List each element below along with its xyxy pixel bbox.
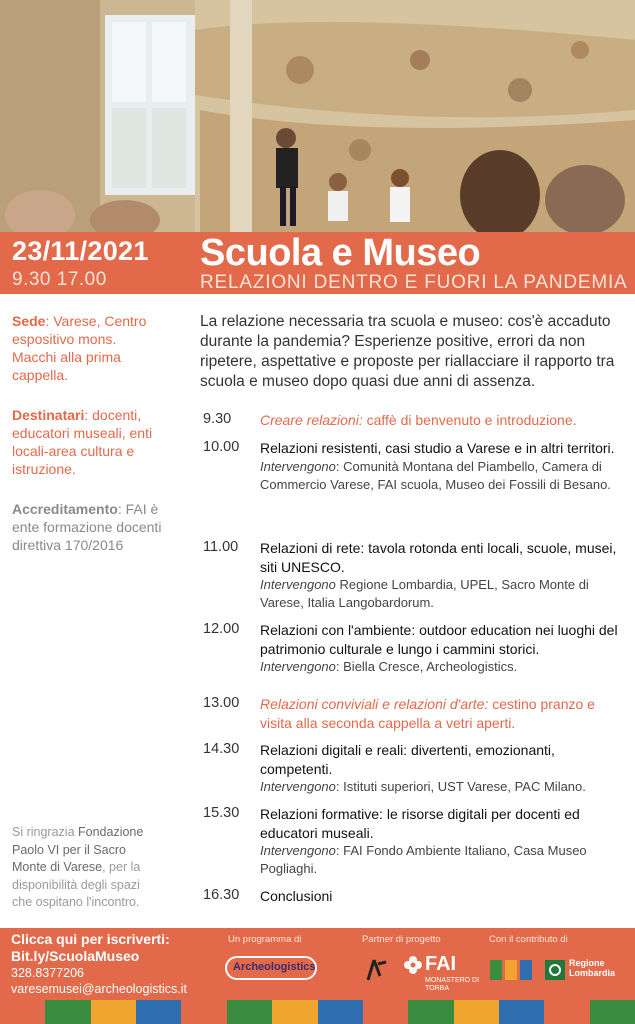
program-title: Relazioni digitali e reali: divertenti, emozionanti, competenti. <box>260 742 555 777</box>
sede-label: Sede <box>12 313 46 329</box>
hero-photo <box>0 0 635 232</box>
program-title-em: Relazioni conviviali e relazioni d'arte: <box>260 696 489 712</box>
program-time: 13.00 <box>203 695 240 711</box>
program-time: 11.00 <box>203 539 239 555</box>
intro-paragraph: La relazione necessaria tra scuola e museo: cos'è accaduto durante la pandemia? Esperienze positive, errori da non ripetere, aspettative e proposte per riallacciare il rapporto tra scuola e museo dopo quasi due anni di assenza. <box>200 313 615 390</box>
program-time: 14.30 <box>203 741 240 757</box>
event-date: 23/11/2021 <box>12 236 149 266</box>
contact-phone[interactable]: 328.8377206 <box>11 966 84 980</box>
program-item <box>200 741 620 796</box>
program-title: Relazioni formative: le risorse digitali per docenti ed educatori museali. <box>260 806 580 841</box>
program-item <box>200 621 620 676</box>
program-speakers <box>260 778 620 796</box>
program-speakers <box>260 842 620 878</box>
sede-info <box>12 312 162 384</box>
programma-label: Un programma di <box>228 934 302 945</box>
speakers-label: Intervengono <box>260 659 336 674</box>
color-stripe <box>544 1000 589 1024</box>
color-stripe <box>0 1000 45 1024</box>
regione-lombardia-logo <box>545 958 616 985</box>
accreditamento-info <box>12 500 162 554</box>
footer-bar <box>0 928 635 1000</box>
color-stripe <box>363 1000 408 1024</box>
program-item <box>200 539 620 612</box>
program-title-em: Creare relazioni: <box>260 412 363 428</box>
program-speakers <box>260 458 620 494</box>
fondazione-logo-icon <box>362 956 390 984</box>
speakers-text: : Comunità Montana del Piambello, Camera di Commercio Varese, FAI scuola, Museo dei Fossili di Besano. <box>260 458 611 492</box>
color-stripe <box>408 1000 453 1024</box>
program-title: cestino pranzo e visita alla seconda cappella a vetri aperti. <box>260 696 595 731</box>
color-stripes <box>0 1000 635 1024</box>
event-subtitle: RELAZIONI DENTRO E FUORI LA PANDEMIA <box>200 272 628 293</box>
color-stripe <box>227 1000 272 1024</box>
program-desc <box>260 439 620 494</box>
color-stripe <box>45 1000 90 1024</box>
fai-flower-icon <box>403 955 423 975</box>
program-speakers <box>260 658 620 676</box>
fai-text: FAI <box>425 953 457 975</box>
destinatari-info <box>12 406 162 478</box>
color-stripe <box>318 1000 363 1024</box>
program-title: Relazioni di rete: tavola rotonda enti locali, scuole, musei, siti UNESCO. <box>260 540 617 575</box>
regione-rose-icon <box>545 960 565 980</box>
program-time: 15.30 <box>203 805 240 821</box>
acknowledgement <box>12 824 152 912</box>
program-desc <box>260 805 620 878</box>
sede-text: : Varese, Centro espositivo mons. Macchi alla prima cappella. <box>12 313 147 383</box>
program-item <box>200 411 620 430</box>
contact-email[interactable]: varesemusei@archeologistics.it <box>11 982 187 996</box>
info-sidebar <box>12 312 162 576</box>
accreditamento-text: : FAI è ente formazione docenti direttiva 170/2016 <box>12 501 162 553</box>
program-time: 16.30 <box>203 887 240 903</box>
color-stripe <box>136 1000 181 1024</box>
thanks-name: Fondazione Paolo VI per il Sacro Monte di Varese <box>12 825 144 874</box>
color-stripe <box>590 1000 635 1024</box>
thanks-post: , per la disponibilità degli spazi che ospitano l'incontro. <box>12 860 141 909</box>
fai-subtext: MONASTERO DI TORBA <box>425 977 480 992</box>
speakers-text: : FAI Fondo Ambiente Italiano, Casa Museo Pogliaghi. <box>260 843 587 876</box>
color-stripe <box>454 1000 499 1024</box>
program-desc <box>260 695 620 732</box>
speakers-text: : Biella Cresce, Archeologistics. <box>335 659 518 674</box>
partner-label: Partner di progetto <box>362 934 441 945</box>
speakers-label: Intervengono <box>260 458 336 474</box>
destinatari-label: Destinatari <box>12 407 85 423</box>
program-item <box>200 695 620 732</box>
plc-logo-icon <box>490 960 534 980</box>
program-item <box>200 887 620 906</box>
regione-text: Regione Lombardia <box>569 958 616 978</box>
program-desc <box>260 539 620 612</box>
accreditamento-label: Accreditamento <box>12 501 118 517</box>
program-time: 12.00 <box>203 621 240 637</box>
program-desc <box>260 887 620 906</box>
title-banner <box>0 232 635 294</box>
archeologistics-text: Archeologistics <box>233 961 316 973</box>
program-title: Conclusioni <box>260 888 333 904</box>
speakers-label: Intervengono <box>260 577 336 592</box>
program-title: Relazioni con l'ambiente: outdoor education nei luoghi del patrimonio culturale e lungo i cammini storici. <box>260 622 618 657</box>
program-time: 9.30 <box>203 411 232 427</box>
color-stripe <box>272 1000 317 1024</box>
program-speakers <box>260 576 620 612</box>
hero-illustration <box>0 0 635 232</box>
speakers-text: Regione Lombardia, UPEL, Sacro Monte di Varese, Italia Langobardorum. <box>260 577 589 610</box>
archeologistics-logo <box>225 956 317 980</box>
program-title: caffè di benvenuto e introduzione. <box>362 412 577 428</box>
event-title: Scuola e Museo <box>200 232 481 274</box>
speakers-label: Intervengono <box>260 843 336 858</box>
event-time: 9.30 17.00 <box>12 269 107 290</box>
program-item <box>200 439 620 494</box>
color-stripe <box>91 1000 136 1024</box>
thanks-pre: Si ringrazia <box>12 825 78 839</box>
program-desc <box>260 411 620 430</box>
speakers-label: Intervengono <box>260 779 336 794</box>
program-desc <box>260 741 620 796</box>
speakers-text: : Istituti superiori, UST Varese, PAC Milano. <box>335 779 586 794</box>
color-stripe <box>499 1000 544 1024</box>
program-desc <box>260 621 620 676</box>
program-item <box>200 805 620 878</box>
program-time: 10.00 <box>203 439 240 455</box>
register-link[interactable]: Bit.ly/ScuolaMuseo <box>11 948 140 964</box>
color-stripe <box>181 1000 226 1024</box>
program-title: Relazioni resistenti, casi studio a Varese e in altri territori. <box>260 440 615 456</box>
register-cta[interactable]: Clicca qui per iscriverti: <box>11 931 170 947</box>
destinatari-text: : docenti, educatori museali, enti locali-area cultura e istruzione. <box>12 407 153 477</box>
contributo-label: Con il contributo di <box>489 934 568 945</box>
